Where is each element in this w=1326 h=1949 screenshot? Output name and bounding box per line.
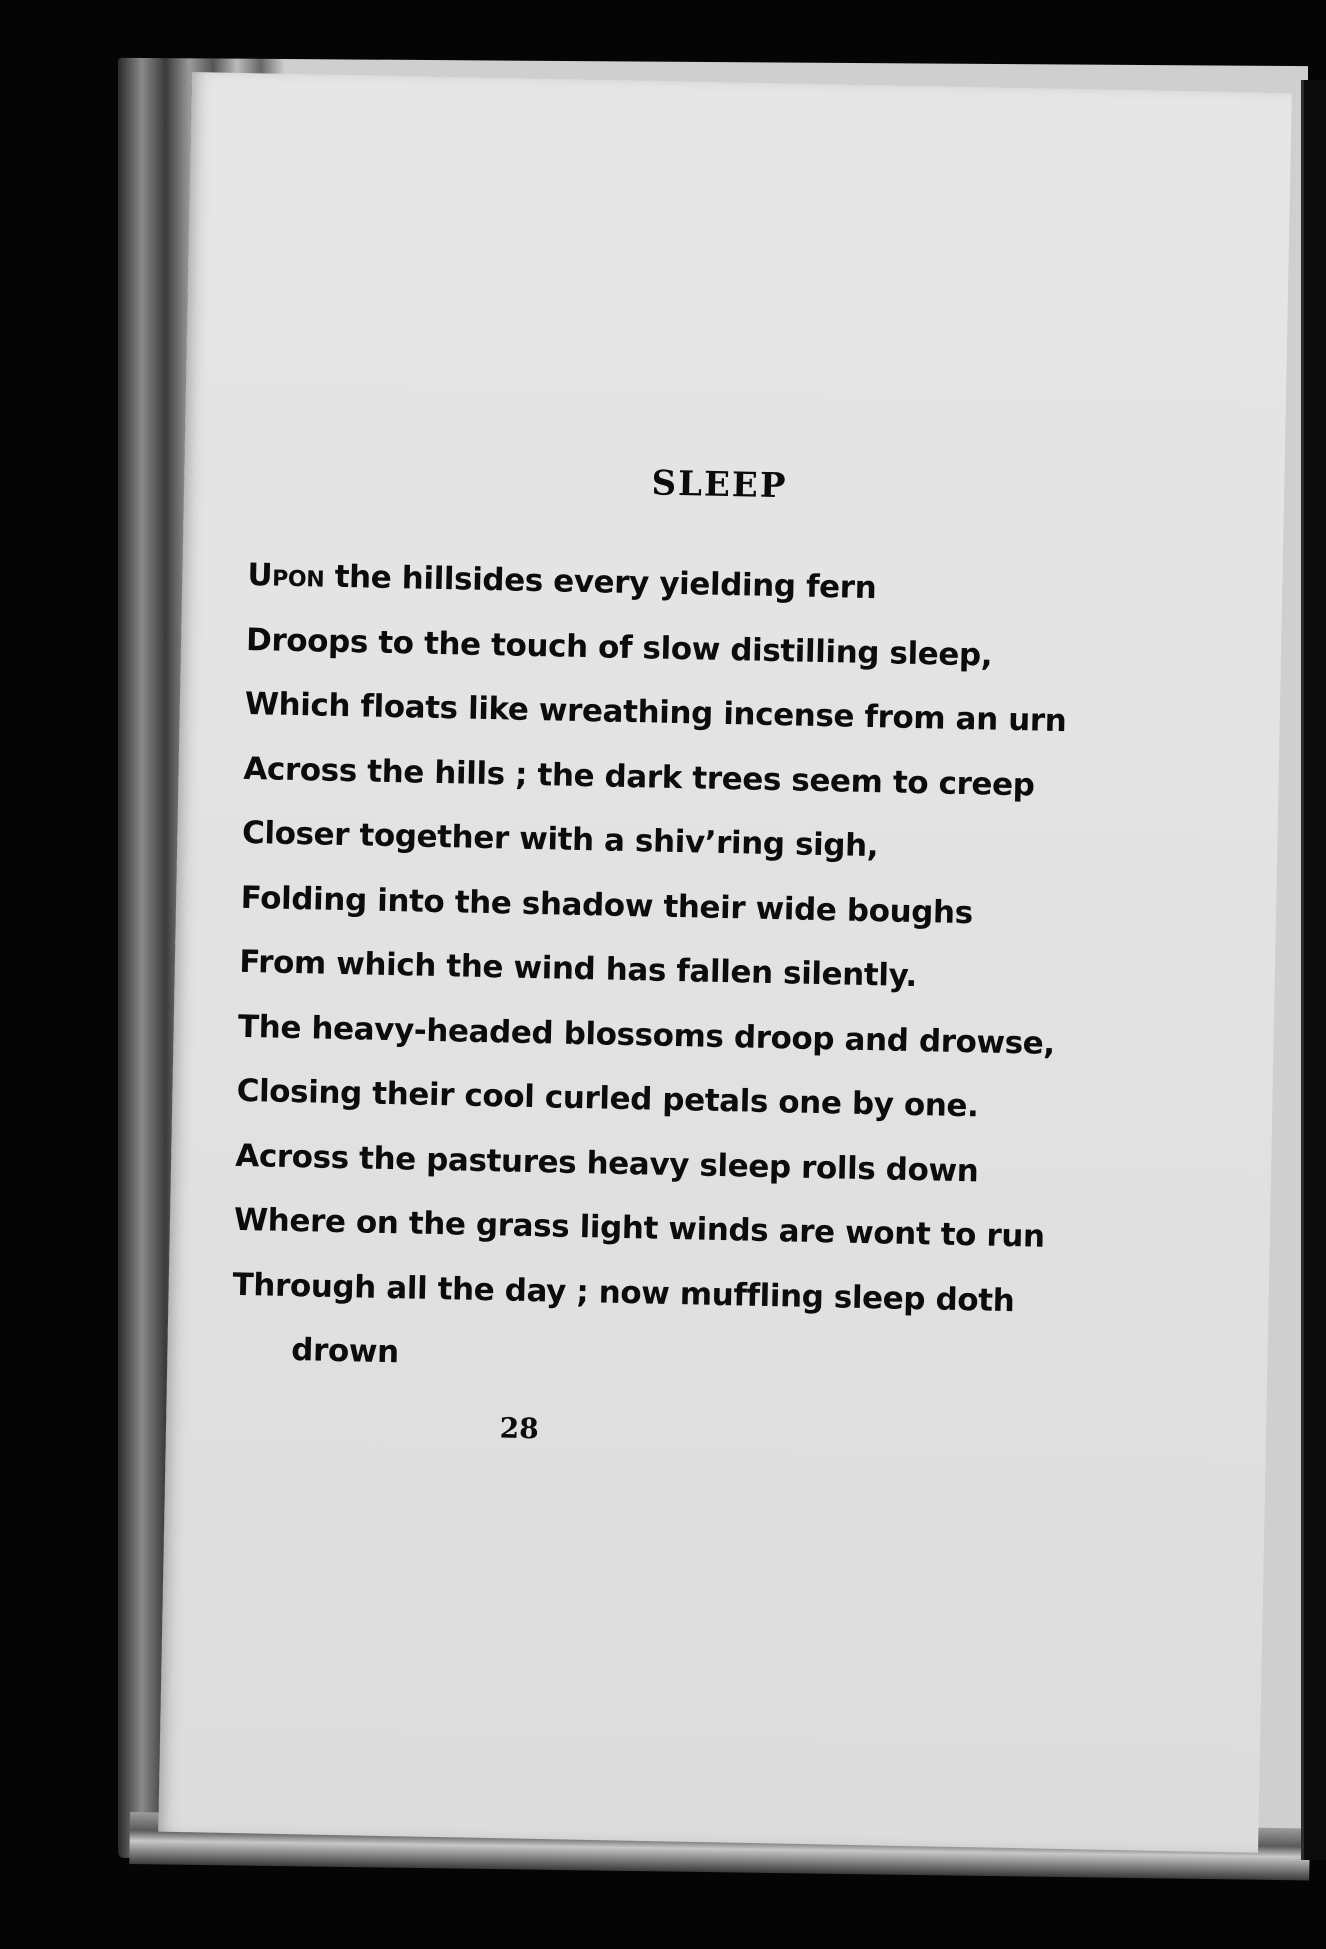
poem-line-continuation: drown bbox=[290, 1332, 400, 1371]
poem-line: Closing their cool curled petals one by one. bbox=[236, 1072, 979, 1125]
poem-title: SLEEP bbox=[651, 463, 788, 507]
book-spine bbox=[1301, 80, 1326, 1860]
poem-line: Through all the day ; now muffling sleep doth bbox=[232, 1266, 1015, 1319]
page-number: 28 bbox=[499, 1410, 539, 1445]
poem-line: Which floats like wreathing incense from an urn bbox=[244, 685, 1067, 740]
poem-line: Where on the grass light winds are wont to run bbox=[233, 1201, 1046, 1255]
poem-first-line-rest: the hillsides every yielding fern bbox=[323, 558, 877, 607]
poem-line: Closer together with a shiv’ring sigh, bbox=[241, 814, 879, 865]
poem-line: Across the pastures heavy sleep rolls down bbox=[234, 1137, 979, 1189]
poem-line: From which the wind has fallen silently. bbox=[239, 943, 918, 995]
poem-line: Across the hills ; the dark trees seem to creep bbox=[243, 750, 1035, 803]
poem-line: Droops to the touch of slow distilling sleep, bbox=[245, 621, 993, 674]
poem-first-word: Upon bbox=[247, 556, 325, 595]
poem-line: The heavy-headed blossoms droop and drowse, bbox=[237, 1008, 1056, 1062]
poem-line: Folding into the shadow their wide boughs bbox=[240, 879, 974, 931]
poem-block bbox=[229, 455, 1149, 1457]
